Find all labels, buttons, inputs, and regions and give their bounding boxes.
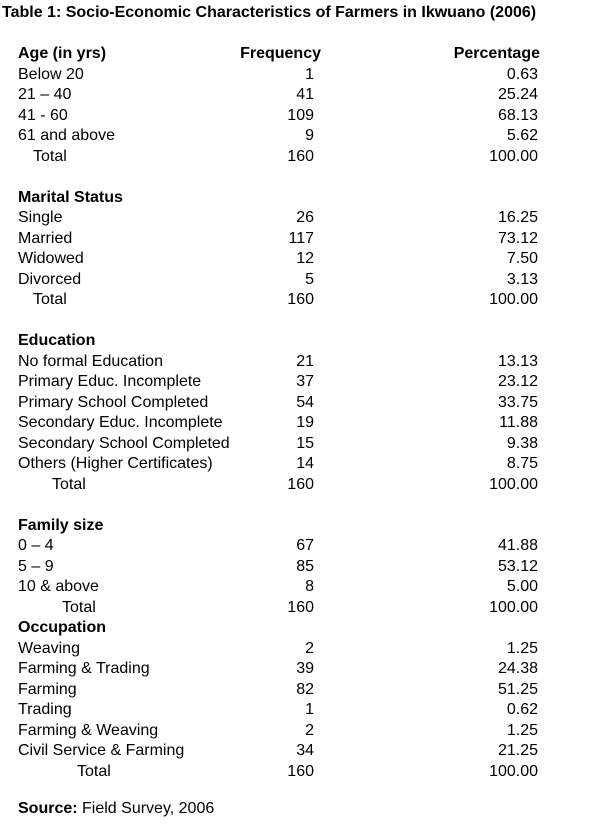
- row-frequency: 39: [296, 660, 314, 677]
- row-percentage: 5.62: [506, 127, 538, 144]
- total-percentage: 100.00: [489, 147, 538, 165]
- table-row: [18, 721, 609, 742]
- section-spacer: [18, 495, 609, 516]
- row-label: Primary Educ. Incomplete: [18, 373, 202, 390]
- total-label: Total: [33, 291, 67, 308]
- table-row: [18, 208, 609, 229]
- total-frequency: 160: [287, 147, 314, 165]
- row-frequency: 26: [296, 209, 314, 226]
- row-frequency: 19: [296, 414, 314, 431]
- row-percentage: 41.88: [497, 537, 538, 554]
- total-row: [18, 290, 609, 311]
- row-frequency: 2: [305, 721, 314, 739]
- row-frequency: 82: [296, 680, 314, 698]
- row-label: Farming & Weaving: [18, 721, 159, 739]
- row-label: Primary School Completed: [18, 393, 209, 411]
- table-row: [18, 639, 609, 660]
- percentage-header: Percentage: [453, 45, 540, 62]
- row-label: 21 – 40: [18, 86, 72, 103]
- source-note: [18, 800, 214, 818]
- row-percentage: 3.13: [506, 270, 538, 288]
- row-frequency: 12: [296, 250, 314, 267]
- total-frequency: 160: [287, 291, 314, 308]
- table-row: [18, 741, 609, 762]
- table-row: [18, 536, 609, 557]
- section-header-family-size: [18, 516, 609, 537]
- row-frequency: 41: [296, 86, 314, 103]
- row-frequency: 1: [305, 65, 314, 83]
- row-label: 5 – 9: [18, 557, 54, 575]
- row-frequency: 2: [305, 639, 314, 657]
- row-percentage: 23.12: [497, 373, 538, 390]
- total-frequency: 160: [287, 475, 314, 493]
- row-percentage: 9.38: [506, 434, 538, 452]
- row-label: Farming & Trading: [18, 660, 150, 677]
- total-label: Total: [33, 147, 67, 165]
- row-label: Weaving: [18, 639, 80, 657]
- row-percentage: 1.25: [506, 721, 538, 739]
- row-frequency: 85: [296, 557, 314, 575]
- table-row: [18, 126, 609, 147]
- section-heading: Age (in yrs): [18, 45, 107, 62]
- row-frequency: 8: [305, 578, 314, 595]
- row-label: Trading: [18, 701, 72, 718]
- table-row: [18, 229, 609, 250]
- row-percentage: 16.25: [497, 209, 538, 226]
- row-label: 61 and above: [18, 127, 115, 144]
- row-label: Widowed: [18, 250, 84, 267]
- characteristics-table: [18, 44, 609, 782]
- section-heading: Occupation: [18, 619, 107, 636]
- total-row: [18, 147, 609, 168]
- row-label: Secondary Educ. Incomplete: [18, 414, 223, 431]
- total-row: [18, 475, 609, 496]
- table-title: Table 1: Socio-Economic Characteristics of Farmers in Ikwuano (2006): [2, 4, 537, 21]
- row-percentage: 51.25: [497, 680, 538, 698]
- total-percentage: 100.00: [489, 291, 538, 308]
- total-row: [18, 762, 609, 783]
- table-row: [18, 577, 609, 598]
- total-percentage: 100.00: [489, 598, 538, 616]
- row-label: 41 - 60: [18, 106, 68, 124]
- row-frequency: 37: [296, 373, 314, 390]
- section-header-occupation: [18, 618, 609, 639]
- table-row: [18, 270, 609, 291]
- row-percentage: 8.75: [506, 455, 538, 472]
- section-heading: Family size: [18, 516, 104, 534]
- row-percentage: 68.13: [497, 106, 538, 124]
- row-label: Married: [18, 229, 73, 247]
- row-label: Secondary School Completed: [18, 434, 230, 452]
- table-row: [18, 65, 609, 86]
- row-label: Civil Service & Farming: [18, 742, 185, 759]
- row-percentage: 33.75: [497, 393, 538, 411]
- section-heading: Education: [18, 332, 96, 349]
- section-header-marital-status: [18, 188, 609, 209]
- table-row: [18, 680, 609, 701]
- total-percentage: 100.00: [489, 475, 538, 493]
- row-percentage: 11.88: [499, 414, 538, 431]
- total-label: Total: [52, 475, 86, 493]
- table-row: [18, 372, 609, 393]
- total-row: [18, 598, 609, 619]
- table-row: [18, 454, 609, 475]
- table-row: [18, 393, 609, 414]
- row-label: Farming: [18, 680, 77, 698]
- row-percentage: 53.12: [497, 557, 538, 575]
- table-row: [18, 557, 609, 578]
- row-frequency: 9: [305, 127, 314, 144]
- row-percentage: 24.38: [497, 660, 538, 677]
- row-frequency: 21: [296, 352, 314, 370]
- row-frequency: 1: [305, 701, 314, 718]
- row-label: Single: [18, 209, 63, 226]
- row-frequency: 117: [288, 229, 314, 247]
- frequency-header: Frequency: [240, 45, 321, 62]
- row-label: Below 20: [18, 65, 84, 83]
- row-label: Others (Higher Certificates): [18, 455, 213, 472]
- section-header-age: [18, 44, 609, 65]
- table-row: [18, 249, 609, 270]
- table-row: [18, 659, 609, 680]
- row-percentage: 0.62: [506, 701, 538, 718]
- table-row: [18, 413, 609, 434]
- total-frequency: 160: [287, 598, 314, 616]
- source-label: Source:: [18, 800, 78, 817]
- row-frequency: 54: [296, 393, 314, 411]
- row-label: No formal Education: [18, 352, 163, 370]
- row-frequency: 15: [296, 434, 314, 452]
- table-row: [18, 106, 609, 127]
- total-frequency: 160: [287, 762, 314, 780]
- row-percentage: 73.12: [497, 229, 538, 247]
- row-frequency: 109: [287, 106, 314, 124]
- section-spacer: [18, 311, 609, 332]
- section-heading: Marital Status: [18, 188, 123, 206]
- row-frequency: 14: [296, 455, 314, 472]
- section-header-education: [18, 331, 609, 352]
- total-label: Total: [77, 762, 111, 780]
- table-row: [18, 700, 609, 721]
- row-label: 0 – 4: [18, 537, 54, 554]
- row-frequency: 34: [296, 742, 314, 759]
- section-spacer: [18, 167, 609, 188]
- row-frequency: 67: [296, 537, 314, 554]
- row-percentage: 5.00: [506, 578, 538, 595]
- total-percentage: 100.00: [489, 762, 538, 780]
- row-percentage: 1.25: [506, 639, 538, 657]
- row-percentage: 0.63: [506, 65, 538, 83]
- row-percentage: 13.13: [497, 352, 538, 370]
- row-percentage: 7.50: [506, 250, 538, 267]
- row-frequency: 5: [305, 270, 314, 288]
- row-label: 10 & above: [18, 578, 99, 595]
- row-percentage: 25.24: [497, 86, 538, 103]
- row-label: Divorced: [18, 270, 82, 288]
- row-percentage: 21.25: [497, 742, 538, 759]
- source-text: Field Survey, 2006: [77, 800, 215, 817]
- table-row: [18, 352, 609, 373]
- total-label: Total: [62, 598, 96, 616]
- table-row: [18, 434, 609, 455]
- table-row: [18, 85, 609, 106]
